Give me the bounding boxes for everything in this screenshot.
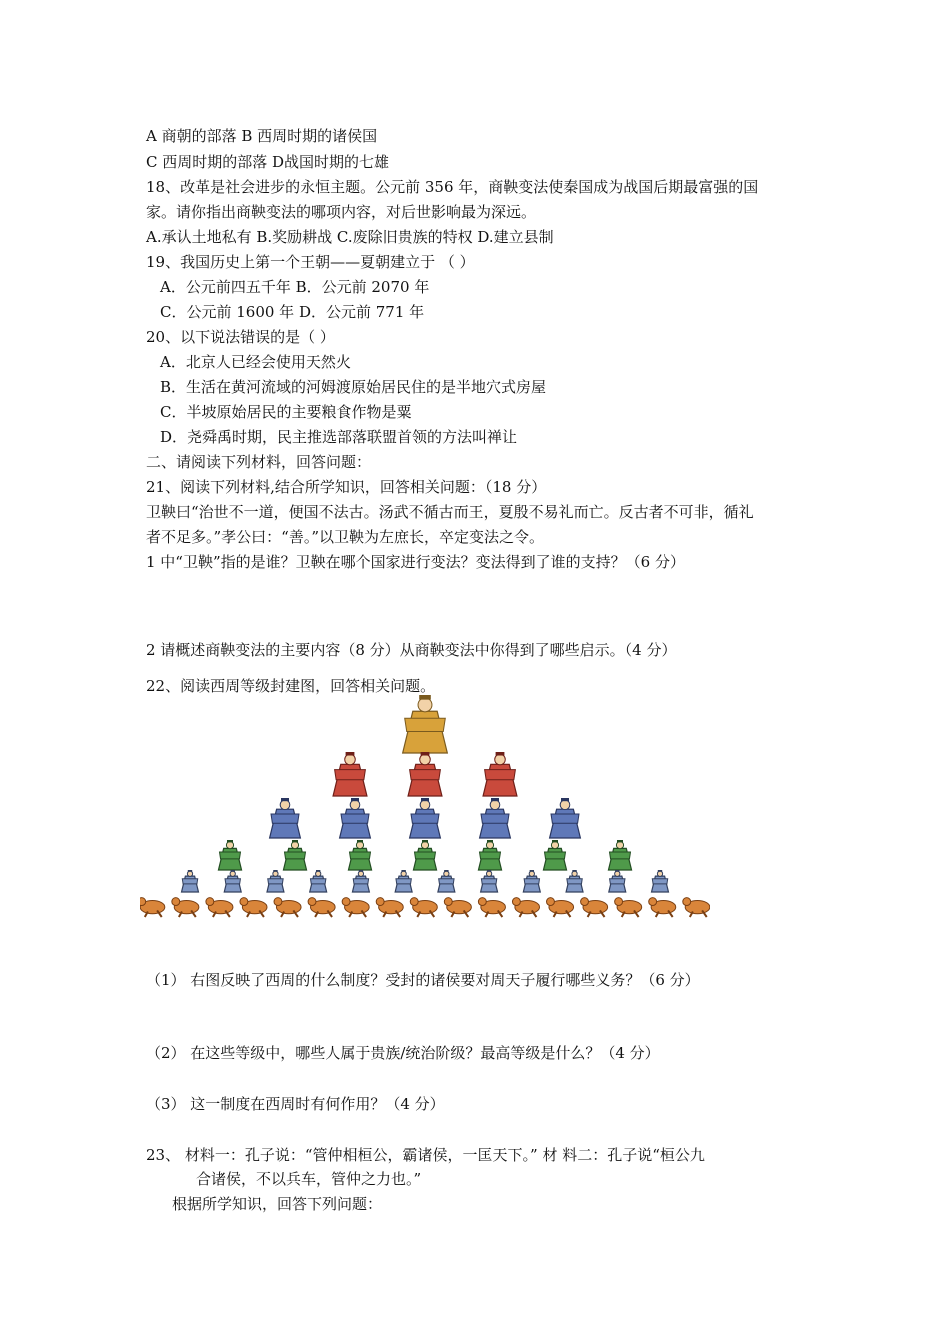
slave-figure [615,898,642,917]
commoner-figure [267,870,284,892]
minister-figure [270,798,301,838]
commoner-figure [352,870,369,892]
question-23-cont: 合诸侯，不以兵车，管仲之力也。” [196,1170,422,1188]
slave-figure [140,898,165,917]
slave-figure [376,898,403,917]
commoner-figure [481,870,498,892]
commoner-figure [609,870,626,892]
question-18-cont: 家。请你指出商鞅变法的哪项内容，对后世影响最为深远。 [146,203,537,221]
slave-figure [410,898,437,917]
slave-figure [342,898,369,917]
question-21-sub-2: 2 请概述商鞅变法的主要内容（8 分）从商鞅变法中你得到了哪些启示。（4 分） [146,641,677,659]
slave-figure [547,898,574,917]
official-figure [283,840,306,870]
commoner-figure [395,870,412,892]
slave-figure [206,898,233,917]
question-20-option-d: D．尧舜禹时期，民主推选部落联盟首领的方法叫禅让 [160,428,518,446]
slave-figure [512,898,539,917]
question-22-sub-1: （1） 右图反映了西周的什么制度？受封的诸侯要对周天子履行哪些义务？（6 分） [146,971,700,989]
slave-figure [308,898,335,917]
question-23-prompt: 根据所学知识，回答下列问题： [172,1195,383,1213]
question-19-options-ab: A．公元前四五千年 B．公元前 2070 年 [160,278,430,296]
commoner-figure [310,870,327,892]
minister-figure [480,798,511,838]
question-20-option-b: B．生活在黄河流域的河姆渡原始居民住的是半地穴式房屋 [160,378,547,396]
commoner-figure [182,870,199,892]
noble-figure [483,752,517,796]
slave-figure [444,898,471,917]
option-line: A 商朝的部落 B 西周时期的诸侯国 [146,127,378,145]
question-23: 23、 材料一：孔子说：“管仲相桓公，霸诸侯，一匡天下。” 材 料二：孔子说“桓公九 [146,1146,705,1164]
slave-figure [649,898,676,917]
question-20: 20、以下说法错误的是（ ） [146,328,335,346]
minister-figure [550,798,581,838]
slave-figure [478,898,505,917]
question-21-sub-1: 1 中“卫鞅”指的是谁？卫鞅在哪个国家进行变法？变法得到了谁的支持？（6 分） [146,553,685,571]
slave-figure [240,898,267,917]
minister-figure [340,798,371,838]
question-22-sub-3: （3） 这一制度在西周时有何作用？（4 分） [146,1095,445,1113]
slave-figure [683,898,710,917]
question-18-options: A.承认土地私有 B.奖励耕战 C.废除旧贵族的特权 D.建立县制 [146,228,554,246]
official-figure [218,840,241,870]
question-20-option-c: C．半坡原始居民的主要粮食作物是粟 [160,403,412,421]
commoner-figure [224,870,241,892]
official-figure [478,840,501,870]
slave-figure [581,898,608,917]
section-two-heading: 二、请阅读下列材料，回答问题： [146,453,372,471]
official-figure [413,840,436,870]
question-21-material-cont: 者不足多。”孝公曰：“善。”以卫鞅为左庶长，卒定变法之令。 [146,528,545,546]
commoner-figure [523,870,540,892]
official-figure [348,840,371,870]
commoner-figure [652,870,669,892]
slave-figure [274,898,301,917]
official-figure [608,840,631,870]
slave-figure [172,898,199,917]
question-20-option-a: A．北京人已经会使用天然火 [160,353,351,371]
commoner-figure [566,870,583,892]
question-18: 18、改革是社会进步的永恒主题。公元前 356 年，商鞅变法使秦国成为战国后期最富强的国 [146,178,759,196]
option-line: C 西周时期的部落 D战国时期的七雄 [146,153,390,171]
question-22: 22、阅读西周等级封建图，回答相关问题。 [146,677,436,695]
question-19: 19、我国历史上第一个王朝——夏朝建立于 （ ） [146,253,475,271]
question-19-options-cd: C．公元前 1600 年 D．公元前 771 年 [160,303,425,321]
question-21: 21、阅读下列材料,结合所学知识，回答相关问题：（18 分） [146,478,547,496]
noble-figure [408,752,442,796]
commoner-figure [438,870,455,892]
king-figure [403,695,448,753]
question-21-material: 卫鞅曰“治世不一道，便国不法古。汤武不循古而王，夏殷不易礼而亡。反古者不可非，循礼 [146,503,754,521]
official-figure [543,840,566,870]
feudal-hierarchy-pyramid [140,690,710,930]
minister-figure [410,798,441,838]
question-22-sub-2: （2） 在这些等级中，哪些人属于贵族/统治阶级？最高等级是什么？（4 分） [146,1044,660,1062]
noble-figure [333,752,367,796]
